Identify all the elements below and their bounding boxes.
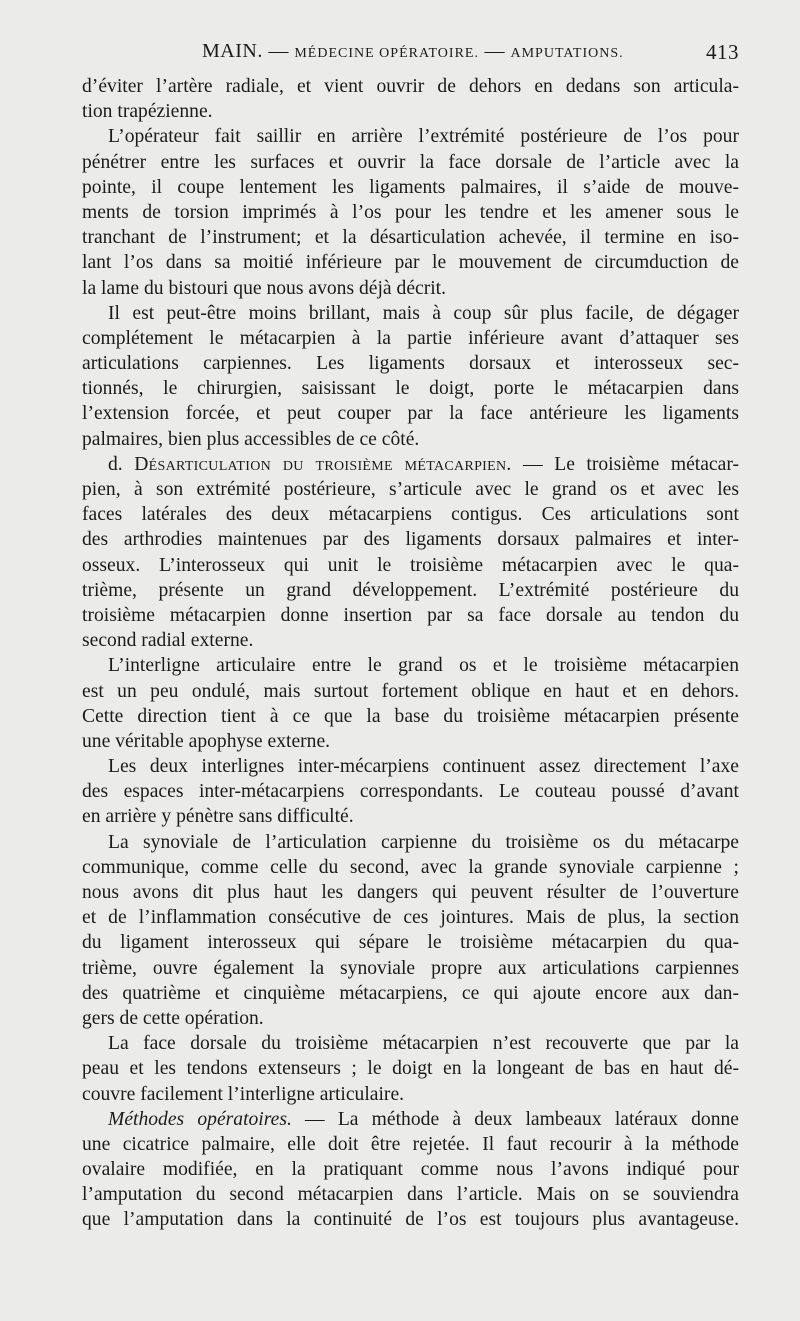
text-line: second radial externe.: [82, 630, 254, 652]
text-line: communique, comme celle du second, avec la grande synoviale carpienne ;: [82, 856, 739, 878]
text-line: peau et les tendons extenseurs ; le doigt en la longeant de bas en haut dé-: [82, 1058, 739, 1080]
text-line: des espaces inter-métacarpiens correspondants. Le couteau poussé d’avant: [82, 781, 739, 803]
text-line: une cicatrice palmaire, elle doit être rejetée. Il faut recourir à la méthode: [82, 1133, 739, 1155]
running-header: [82, 40, 739, 66]
text-line: en arrière y pénètre sans difficulté.: [82, 806, 354, 828]
header-dash-2: —: [484, 40, 505, 62]
text-line: La face dorsale du troisième métacarpien n’est recouverte que par la: [108, 1033, 739, 1055]
methodes-heading: Méthodes opératoires.: [108, 1108, 292, 1130]
text-line: trième, présente un grand développement. L’extrémité postérieure du: [82, 579, 739, 601]
header-dash-1: —: [268, 40, 289, 62]
text-line: tranchant de l’instrument; et la désarticulation achevée, il termine en iso-: [82, 227, 739, 249]
text-line: faces latérales des deux métacarpiens contigus. Ces articulations sont: [82, 504, 739, 526]
text-line: pénétrer entre les surfaces et ouvrir la face dorsale de l’article avec la: [82, 151, 739, 173]
text-line: gers de cette opération.: [82, 1007, 264, 1029]
page-number: 413: [706, 40, 739, 64]
text-line: complétement le métacarpien à la partie inférieure avant d’attaquer ses: [82, 327, 739, 349]
header-title: [202, 40, 624, 63]
text-line: ovalaire modifiée, en la pratiquant comme nous l’avons indiqué pour: [82, 1159, 739, 1181]
text-line: pien, à son extrémité postérieure, s’articule avec le grand os et avec les: [82, 479, 739, 500]
header-section-2: AMPUTATIONS.: [510, 46, 624, 61]
text-line: et de l’inflammation consécutive de ces jointures. Mais de plus, la section: [82, 907, 739, 929]
methodes-rest: — La méthode à deux lambeaux latéraux donne: [291, 1108, 739, 1130]
text-line: couvre facilement l’interligne articulaire.: [82, 1083, 405, 1105]
text-line: tion trapézienne.: [82, 101, 213, 123]
text-line: Les deux interlignes inter-mécarpiens continuent assez directement l’axe: [108, 756, 739, 778]
text-line: une véritable apophyse externe.: [82, 730, 331, 752]
text-line: trième, ouvre également la synoviale propre aux articulations carpiennes: [82, 957, 739, 979]
section-d-heading: Désarticulation du troisième métacarpien.: [134, 453, 512, 475]
text-line: pointe, il coupe lentement les ligaments palmaires, il s’aide de mouve-: [82, 176, 739, 198]
text-line: troisième métacarpien donne insertion par sa face dorsale au tendon du: [82, 604, 739, 626]
text-line: osseux. L’interosseux qui unit le troisième métacarpien avec le qua-: [82, 554, 739, 576]
text-line: Il est peut-être moins brillant, mais à coup sûr plus facile, de dégager: [108, 302, 739, 324]
section-d-label: d.: [108, 453, 123, 475]
text-line: est un peu ondulé, mais surtout fortement oblique en haut et en dehors.: [82, 680, 739, 702]
text-line: que l’amputation dans la continuité de l’os est toujours plus avantageuse.: [82, 1209, 739, 1231]
text-line: d’éviter l’artère radiale, et vient ouvrir de dehors en dedans son articula-: [82, 76, 739, 97]
text-line: des arthrodies maintenues par des ligaments dorsaux palmaires et inter-: [82, 529, 739, 551]
text-line: la lame du bistouri que nous avons déjà décrit.: [82, 277, 447, 299]
section-d-heading-line: [82, 452, 739, 477]
text-line: tionnés, le chirurgien, saisissant le doigt, porte le métacarpien dans: [82, 378, 739, 400]
text-line: l’extension forcée, et peut couper par la face antérieure les ligaments: [82, 403, 739, 425]
text-line: ments de torsion imprimés à l’os pour les tendre et les amener sous le: [82, 201, 739, 223]
body-text: [82, 74, 739, 1233]
text-line: articulations carpiennes. Les ligaments dorsaux et interosseux sec-: [82, 353, 739, 375]
text-line: lant l’os dans sa moitié inférieure par le mouvement de circumduction de: [82, 252, 739, 274]
text-line: l’amputation du second métacarpien dans l’article. Mais on se souviendra: [82, 1184, 739, 1206]
text-line: La synoviale de l’articulation carpienne du troisième os du métacarpe: [108, 831, 739, 853]
text-line: nous avons dit plus haut les dangers qui peuvent résulter de l’ouverture: [82, 882, 739, 903]
section-d-rest: — Le troisième métacar-: [511, 453, 739, 475]
header-main: MAIN.: [202, 40, 263, 62]
text-line: des quatrième et cinquième métacarpiens, ce qui ajoute encore aux dan-: [82, 982, 739, 1004]
text-line: L’interligne articulaire entre le grand os et le troisième métacarpien: [108, 655, 739, 677]
methodes-heading-line: [82, 1107, 739, 1132]
text-line: palmaires, bien plus accessibles de ce côté.: [82, 428, 420, 450]
text-line: du ligament interosseux qui sépare le troisième métacarpien du qua-: [82, 932, 739, 954]
text-line: Cette direction tient à ce que la base du troisième métacarpien présente: [82, 705, 739, 727]
header-section-1: MÉDECINE OPÉRATOIRE.: [294, 46, 479, 61]
text-line: L’opérateur fait saillir en arrière l’extrémité postérieure de l’os pour: [108, 126, 739, 148]
